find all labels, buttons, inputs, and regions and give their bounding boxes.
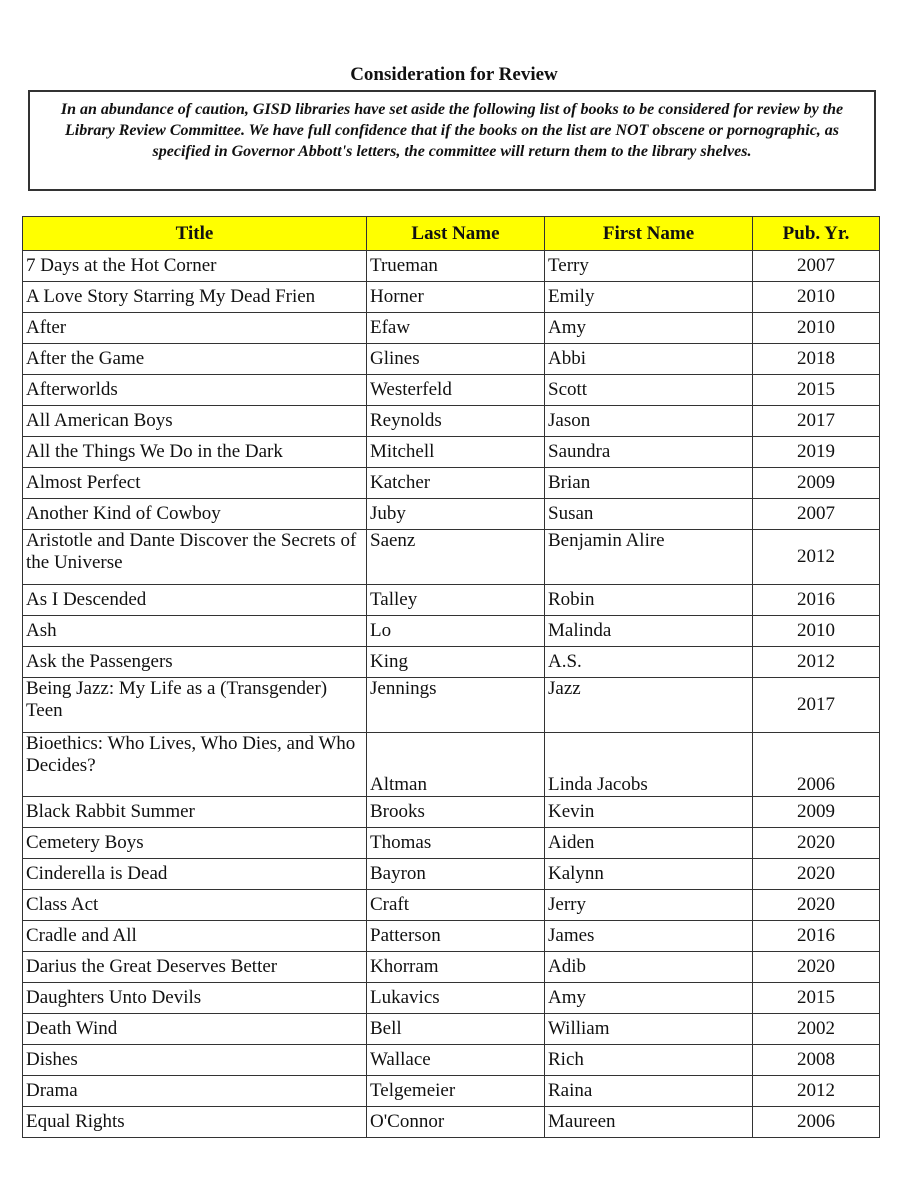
- title-cell: Class Act: [23, 890, 367, 921]
- first-name-cell: Amy: [545, 983, 753, 1014]
- pub-year-cell: 2017: [753, 678, 880, 733]
- title-cell: Cradle and All: [23, 921, 367, 952]
- last-name-cell: Katcher: [367, 468, 545, 499]
- pub-year-cell: 2020: [753, 828, 880, 859]
- pub-year-cell: 2012: [753, 1076, 880, 1107]
- last-name-cell: Juby: [367, 499, 545, 530]
- title-cell: Death Wind: [23, 1014, 367, 1045]
- last-name-cell: Altman: [367, 733, 545, 797]
- last-name-cell: Horner: [367, 282, 545, 313]
- last-name-cell: Patterson: [367, 921, 545, 952]
- pub-year-cell: 2020: [753, 859, 880, 890]
- table-row: [23, 921, 880, 952]
- first-name-cell: A.S.: [545, 647, 753, 678]
- pub-year-cell: 2017: [753, 406, 880, 437]
- last-name-cell: Talley: [367, 585, 545, 616]
- title-cell: Ash: [23, 616, 367, 647]
- first-name-cell: Malinda: [545, 616, 753, 647]
- last-name-cell: Bayron: [367, 859, 545, 890]
- title-cell: Daughters Unto Devils: [23, 983, 367, 1014]
- last-name-cell: Lo: [367, 616, 545, 647]
- column-header-last-name: Last Name: [367, 217, 545, 251]
- first-name-cell: Terry: [545, 251, 753, 282]
- first-name-cell: Saundra: [545, 437, 753, 468]
- first-name-cell: James: [545, 921, 753, 952]
- last-name-cell: King: [367, 647, 545, 678]
- last-name-cell: Bell: [367, 1014, 545, 1045]
- pub-year-cell: 2006: [753, 733, 880, 797]
- title-cell: Darius the Great Deserves Better: [23, 952, 367, 983]
- table-row: [23, 733, 880, 797]
- page-title: Consideration for Review: [350, 64, 558, 85]
- last-name-cell: Lukavics: [367, 983, 545, 1014]
- pub-year-cell: 2007: [753, 499, 880, 530]
- table-row: [23, 344, 880, 375]
- first-name-cell: Raina: [545, 1076, 753, 1107]
- pub-year-cell: 2018: [753, 344, 880, 375]
- table-row: [23, 890, 880, 921]
- pub-year-cell: 2010: [753, 616, 880, 647]
- book-list-table: [22, 216, 880, 1138]
- first-name-cell: Jerry: [545, 890, 753, 921]
- last-name-cell: O'Connor: [367, 1107, 545, 1138]
- first-name-cell: Jazz: [545, 678, 753, 733]
- title-cell: Bioethics: Who Lives, Who Dies, and Who Decides?: [23, 733, 367, 797]
- pub-year-cell: 2009: [753, 468, 880, 499]
- pub-year-cell: 2015: [753, 983, 880, 1014]
- title-cell: As I Descended: [23, 585, 367, 616]
- first-name-cell: Kevin: [545, 797, 753, 828]
- last-name-cell: Wallace: [367, 1045, 545, 1076]
- pub-year-cell: 2020: [753, 952, 880, 983]
- pub-year-cell: 2019: [753, 437, 880, 468]
- first-name-cell: Abbi: [545, 344, 753, 375]
- table-row: [23, 952, 880, 983]
- table-row: [23, 1045, 880, 1076]
- last-name-cell: Khorram: [367, 952, 545, 983]
- table-row: [23, 313, 880, 344]
- first-name-cell: Brian: [545, 468, 753, 499]
- table-row: [23, 251, 880, 282]
- first-name-cell: Emily: [545, 282, 753, 313]
- last-name-cell: Reynolds: [367, 406, 545, 437]
- pub-year-cell: 2020: [753, 890, 880, 921]
- pub-year-cell: 2012: [753, 647, 880, 678]
- column-header-first-name: First Name: [545, 217, 753, 251]
- table-row: [23, 678, 880, 733]
- table-row: [23, 282, 880, 313]
- last-name-cell: Jennings: [367, 678, 545, 733]
- last-name-cell: Thomas: [367, 828, 545, 859]
- first-name-cell: Linda Jacobs: [545, 733, 753, 797]
- pub-year-cell: 2008: [753, 1045, 880, 1076]
- title-cell: Aristotle and Dante Discover the Secrets of the Universe: [23, 530, 367, 585]
- last-name-cell: Brooks: [367, 797, 545, 828]
- title-cell: 7 Days at the Hot Corner: [23, 251, 367, 282]
- first-name-cell: Adib: [545, 952, 753, 983]
- title-cell: Cinderella is Dead: [23, 859, 367, 890]
- first-name-cell: Maureen: [545, 1107, 753, 1138]
- first-name-cell: Susan: [545, 499, 753, 530]
- table-row: [23, 616, 880, 647]
- first-name-cell: Kalynn: [545, 859, 753, 890]
- title-cell: Another Kind of Cowboy: [23, 499, 367, 530]
- pub-year-cell: 2007: [753, 251, 880, 282]
- pub-year-cell: 2016: [753, 585, 880, 616]
- first-name-cell: Aiden: [545, 828, 753, 859]
- table-row: [23, 828, 880, 859]
- last-name-cell: Glines: [367, 344, 545, 375]
- pub-year-cell: 2010: [753, 313, 880, 344]
- first-name-cell: Benjamin Alire: [545, 530, 753, 585]
- table-row: [23, 797, 880, 828]
- title-cell: Black Rabbit Summer: [23, 797, 367, 828]
- pub-year-cell: 2010: [753, 282, 880, 313]
- table-header-row: [23, 217, 880, 251]
- table-row: [23, 499, 880, 530]
- title-cell: All the Things We Do in the Dark: [23, 437, 367, 468]
- title-cell: Being Jazz: My Life as a (Transgender) Teen: [23, 678, 367, 733]
- caution-notice: In an abundance of caution, GISD libraries have set aside the following list of books to be considered for review by the Library Review Committee. We have full confidence that if the books on the list are NOT obscene or pornographic, as specified in Governor Abbott's letters, the committee will return them to the library shelves.: [28, 90, 876, 191]
- table-row: [23, 647, 880, 678]
- table-row: [23, 1014, 880, 1045]
- table-row: [23, 406, 880, 437]
- table-row: [23, 1076, 880, 1107]
- title-cell: After: [23, 313, 367, 344]
- last-name-cell: Craft: [367, 890, 545, 921]
- pub-year-cell: 2009: [753, 797, 880, 828]
- table-row: [23, 375, 880, 406]
- table-row: [23, 859, 880, 890]
- last-name-cell: Trueman: [367, 251, 545, 282]
- first-name-cell: Amy: [545, 313, 753, 344]
- title-cell: Equal Rights: [23, 1107, 367, 1138]
- title-cell: After the Game: [23, 344, 367, 375]
- table-row: [23, 530, 880, 585]
- first-name-cell: Robin: [545, 585, 753, 616]
- column-header-title: Title: [23, 217, 367, 251]
- pub-year-cell: 2006: [753, 1107, 880, 1138]
- title-cell: Drama: [23, 1076, 367, 1107]
- pub-year-cell: 2016: [753, 921, 880, 952]
- title-cell: A Love Story Starring My Dead Frien: [23, 282, 367, 313]
- table-row: [23, 437, 880, 468]
- title-cell: All American Boys: [23, 406, 367, 437]
- last-name-cell: Efaw: [367, 313, 545, 344]
- last-name-cell: Westerfeld: [367, 375, 545, 406]
- pub-year-cell: 2002: [753, 1014, 880, 1045]
- last-name-cell: Mitchell: [367, 437, 545, 468]
- last-name-cell: Telgemeier: [367, 1076, 545, 1107]
- title-cell: Afterworlds: [23, 375, 367, 406]
- title-cell: Ask the Passengers: [23, 647, 367, 678]
- title-cell: Dishes: [23, 1045, 367, 1076]
- pub-year-cell: 2015: [753, 375, 880, 406]
- title-cell: Almost Perfect: [23, 468, 367, 499]
- title-cell: Cemetery Boys: [23, 828, 367, 859]
- table-row: [23, 468, 880, 499]
- table-row: [23, 983, 880, 1014]
- first-name-cell: William: [545, 1014, 753, 1045]
- first-name-cell: Jason: [545, 406, 753, 437]
- table-row: [23, 585, 880, 616]
- first-name-cell: Scott: [545, 375, 753, 406]
- pub-year-cell: 2012: [753, 530, 880, 585]
- table-row: [23, 1107, 880, 1138]
- first-name-cell: Rich: [545, 1045, 753, 1076]
- last-name-cell: Saenz: [367, 530, 545, 585]
- column-header-pub-year: Pub. Yr.: [753, 217, 880, 251]
